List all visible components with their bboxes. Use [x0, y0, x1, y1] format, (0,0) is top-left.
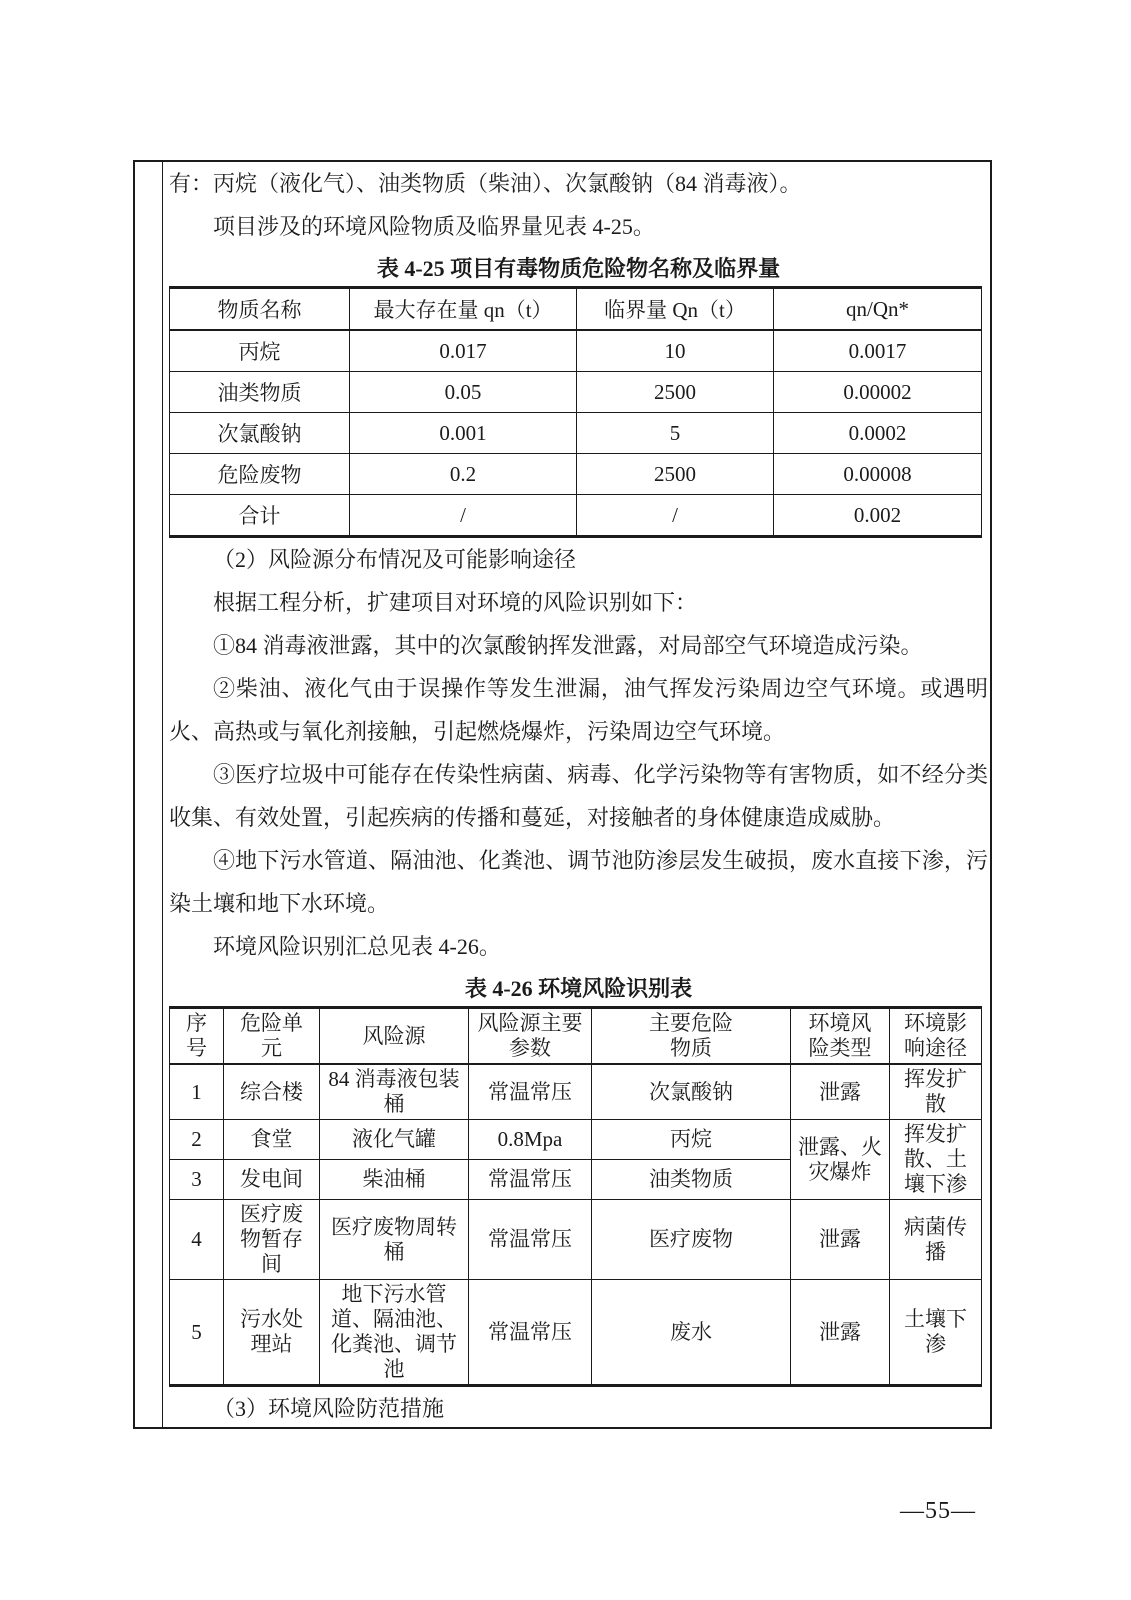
t26-cell: 常温常压	[469, 1200, 592, 1280]
paragraph-risk-1: ①84 消毒液泄露，其中的次氯酸钠挥发泄露，对局部空气环境造成污染。	[213, 633, 923, 658]
t25-cell: /	[350, 495, 577, 537]
table-4-25	[169, 286, 982, 538]
t26-cell-merged-risk-type: 泄露、火灾爆炸	[791, 1120, 890, 1200]
t26-row-5	[170, 1280, 982, 1386]
t26-header-risk-source: 风险源	[320, 1008, 469, 1065]
t26-cell: 常温常压	[469, 1280, 592, 1386]
table-4-26	[169, 1006, 982, 1387]
t26-cell: 丙烷	[592, 1120, 791, 1160]
t26-cell: 医疗废物暂存间	[224, 1200, 320, 1280]
t25-cell: 0.002	[774, 495, 982, 537]
left-gutter-column	[135, 162, 163, 1427]
t26-cell: 废水	[592, 1280, 791, 1386]
t25-cell: 0.001	[350, 413, 577, 454]
t26-header-hazard-unit: 危险单元	[224, 1008, 320, 1065]
t26-header-row	[170, 1008, 982, 1065]
t26-cell: 挥发扩散	[890, 1064, 982, 1120]
t25-header-ratio: qn/Qn*	[774, 288, 982, 331]
paragraph-section-2: （2）风险源分布情况及可能影响途径	[213, 547, 577, 572]
t26-cell: 常温常压	[469, 1160, 592, 1200]
t26-row-2	[170, 1120, 982, 1160]
t25-cell: 0.2	[350, 454, 577, 495]
t25-header-max-quantity: 最大存在量 qn（t）	[350, 288, 577, 331]
t25-cell: 0.00008	[774, 454, 982, 495]
t26-cell: 医疗废物	[592, 1200, 791, 1280]
t26-cell-merged-impact-path: 挥发扩散、土壤下渗	[890, 1120, 982, 1200]
t26-cell: 84 消毒液包装桶	[320, 1064, 469, 1120]
page-number: —55—	[900, 1498, 976, 1524]
t25-row-oil	[170, 372, 982, 413]
t26-cell: 常温常压	[469, 1064, 592, 1120]
t26-cell: 综合楼	[224, 1064, 320, 1120]
t26-cell: 发电间	[224, 1160, 320, 1200]
paragraph-risk-4: ④地下污水管道、隔油池、化粪池、调节池防渗层发生破损，废水直接下渗，污染土壤和地下水环境。	[169, 848, 988, 916]
paragraph-analysis: 根据工程分析，扩建项目对环境的风险识别如下：	[213, 590, 698, 615]
table-4-26-title: 表 4-26 环境风险识别表	[464, 976, 693, 1001]
paragraph-risk-3: ③医疗垃圾中可能存在传染性病菌、病毒、化学污染物等有害物质，如不经分类收集、有效处置，引起疾病的传播和蔓延，对接触者的身体健康造成威胁。	[169, 762, 988, 830]
t26-cell: 食堂	[224, 1120, 320, 1160]
paragraph-risk-2: ②柴油、液化气由于误操作等发生泄漏，油气挥发污染周边空气环境。或遇明火、高热或与氧化剂接触，引起燃烧爆炸，污染周边空气环境。	[169, 676, 988, 744]
t26-cell: 1	[170, 1064, 224, 1120]
t26-header-main-substance: 主要危险物质	[592, 1008, 791, 1065]
paragraph-intro: 有：丙烷（液化气）、油类物质（柴油）、次氯酸钠（84 消毒液）。	[169, 171, 802, 196]
t25-cell: 危险废物	[170, 454, 350, 495]
t25-row-hazardous-waste	[170, 454, 982, 495]
t26-cell: 次氯酸钠	[592, 1064, 791, 1120]
t25-cell: 次氯酸钠	[170, 413, 350, 454]
table-4-25-title: 表 4-25 项目有毒物质危险物名称及临界量	[376, 256, 781, 281]
t26-header-risk-type: 环境风险类型	[791, 1008, 890, 1065]
t26-header-main-parameters: 风险源主要参数	[469, 1008, 592, 1065]
t25-cell: 2500	[577, 454, 774, 495]
t26-cell: 泄露	[791, 1200, 890, 1280]
t26-cell: 泄露	[791, 1280, 890, 1386]
t25-cell: 0.0002	[774, 413, 982, 454]
t26-cell: 0.8Mpa	[469, 1120, 592, 1160]
t26-cell: 医疗废物周转桶	[320, 1200, 469, 1280]
t25-cell: 0.017	[350, 330, 577, 372]
t26-header-index: 序号	[170, 1008, 224, 1065]
t25-row-total	[170, 495, 982, 537]
t25-cell: /	[577, 495, 774, 537]
t25-cell: 0.0017	[774, 330, 982, 372]
t26-cell: 5	[170, 1280, 224, 1386]
t26-cell: 2	[170, 1120, 224, 1160]
t25-cell: 油类物质	[170, 372, 350, 413]
page-content	[163, 162, 990, 1427]
t26-cell: 地下污水管道、隔油池、化粪池、调节池	[320, 1280, 469, 1386]
t25-cell: 0.05	[350, 372, 577, 413]
t25-cell: 合计	[170, 495, 350, 537]
t25-cell: 10	[577, 330, 774, 372]
t25-cell: 5	[577, 413, 774, 454]
paragraph-table25-ref: 项目涉及的环境风险物质及临界量见表 4-25。	[213, 214, 655, 239]
paragraph-table26-ref: 环境风险识别汇总见表 4-26。	[213, 934, 501, 959]
t25-row-hypochlorite	[170, 413, 982, 454]
t26-cell: 液化气罐	[320, 1120, 469, 1160]
t26-cell: 4	[170, 1200, 224, 1280]
t25-row-propane	[170, 330, 982, 372]
t26-cell: 柴油桶	[320, 1160, 469, 1200]
t25-header-row	[170, 288, 982, 331]
t26-cell: 病菌传播	[890, 1200, 982, 1280]
t26-row-4	[170, 1200, 982, 1280]
t26-cell: 土壤下渗	[890, 1280, 982, 1386]
t25-cell: 丙烷	[170, 330, 350, 372]
t26-cell: 污水处理站	[224, 1280, 320, 1386]
t26-cell: 泄露	[791, 1064, 890, 1120]
t26-row-1	[170, 1064, 982, 1120]
t25-cell: 0.00002	[774, 372, 982, 413]
t25-cell: 2500	[577, 372, 774, 413]
t26-cell: 3	[170, 1160, 224, 1200]
paragraph-section-3: （3）环境风险防范措施	[213, 1396, 445, 1421]
t25-header-critical-quantity: 临界量 Qn（t）	[577, 288, 774, 331]
t26-cell: 油类物质	[592, 1160, 791, 1200]
t26-header-impact-path: 环境影响途径	[890, 1008, 982, 1065]
content-frame	[133, 160, 992, 1429]
t25-header-substance-name: 物质名称	[170, 288, 350, 331]
